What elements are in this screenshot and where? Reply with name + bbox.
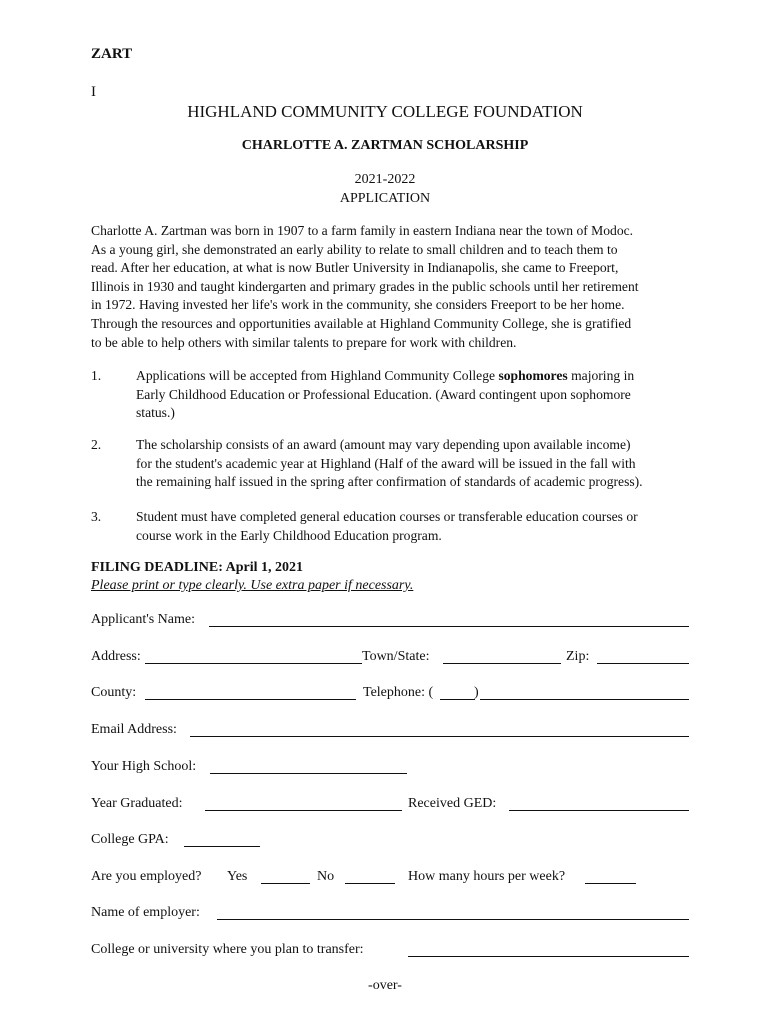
list-number: 3. [91,509,102,524]
list-text: Applications will be accepted from Highland Community College sophomores majoring in Early Childhood Education or Professional Education. (Award contingent upon sophomore status.) [136,368,635,421]
area-code-field[interactable] [440,699,475,700]
list-text: The scholarship consists of an award (amount may vary depending upon available income) for the student's academic year at Highland (Half of the award will be issued in the fall with the remaining half issued in the spring after confirmation of standards of academic progress). [136,437,643,490]
ged-field[interactable] [509,810,689,811]
telephone-field[interactable] [480,699,689,700]
intro-line: Illinois in 1930 and taught kindergarten and primary grades in the public schools until her retirement [91,278,639,294]
page-footer: -over- [368,978,402,993]
application-heading: APPLICATION [339,191,431,206]
transfer-field[interactable] [408,956,689,957]
intro-paragraph [91,222,683,352]
margin-mark: I [91,84,96,100]
no-label: No [317,869,335,884]
no-field[interactable] [345,883,395,884]
zip-field[interactable] [597,663,689,664]
town-state-label: Town/State: [362,649,430,664]
address-field[interactable] [145,663,362,664]
name-field[interactable] [209,626,689,627]
hours-label: How many hours per week? [408,869,566,884]
gpa-field[interactable] [184,846,260,847]
zip-label: Zip: [566,649,590,664]
employed-label: Are you employed? [91,869,202,884]
list-number: 2. [91,437,102,452]
county-label: County: [91,685,137,700]
name-label: Applicant's Name: [91,612,195,627]
telephone-label: Telephone: ( [363,685,434,700]
transfer-label: College or university where you plan to transfer: [91,942,364,957]
page-title: HIGHLAND COMMUNITY COLLEGE FOUNDATION [187,102,583,121]
intro-line: Through the resources and opportunities available at Highland Community College, she is gratified [91,315,632,331]
instructions: Please print or type clearly. Use extra paper if necessary. [91,578,414,593]
scholarship-title: CHARLOTTE A. ZARTMAN SCHOLARSHIP [241,138,529,153]
emphasis-text: sophomores [498,368,568,383]
intro-line: Charlotte A. Zartman was born in 1907 to a farm family in eastern Indiana near the town of Modoc. [91,223,634,238]
high-school-label: Your High School: [91,759,197,774]
town-state-field[interactable] [443,663,561,664]
document-code: ZART [91,46,133,62]
email-field[interactable] [190,736,689,737]
intro-line: As a young girl, she demonstrated an early ability to relate to small children and to teach them to [91,241,618,257]
employer-field[interactable] [217,919,689,920]
intro-line: read. After her education, at what is now Butler University in Indianapolis, she came to Freeport, [91,260,619,276]
yes-field[interactable] [261,883,310,884]
yes-label: Yes [227,869,248,884]
telephone-close-paren: ) [474,685,479,700]
list-number: 1. [91,368,102,383]
hours-field[interactable] [585,883,636,884]
ged-label: Received GED: [408,796,497,811]
email-label: Email Address: [91,722,177,737]
county-field[interactable] [145,699,356,700]
year-graduated-field[interactable] [205,810,402,811]
gpa-label: College GPA: [91,832,169,847]
list-text: Student must have completed general education courses or transferable education courses or course work in the Early Childhood Education program. [136,509,638,543]
employer-label: Name of employer: [91,905,200,920]
filing-deadline: FILING DEADLINE: April 1, 2021 [91,560,303,575]
academic-year: 2021-2022 [354,172,416,187]
intro-line: to be able to help others with similar talents to prepare for work with children. [91,334,517,350]
address-label: Address: [91,649,141,664]
high-school-field[interactable] [210,773,407,774]
intro-line: in 1972. Having invested her life's work in the community, she considers Freeport to be her home. [91,297,625,313]
year-graduated-label: Year Graduated: [91,796,183,811]
